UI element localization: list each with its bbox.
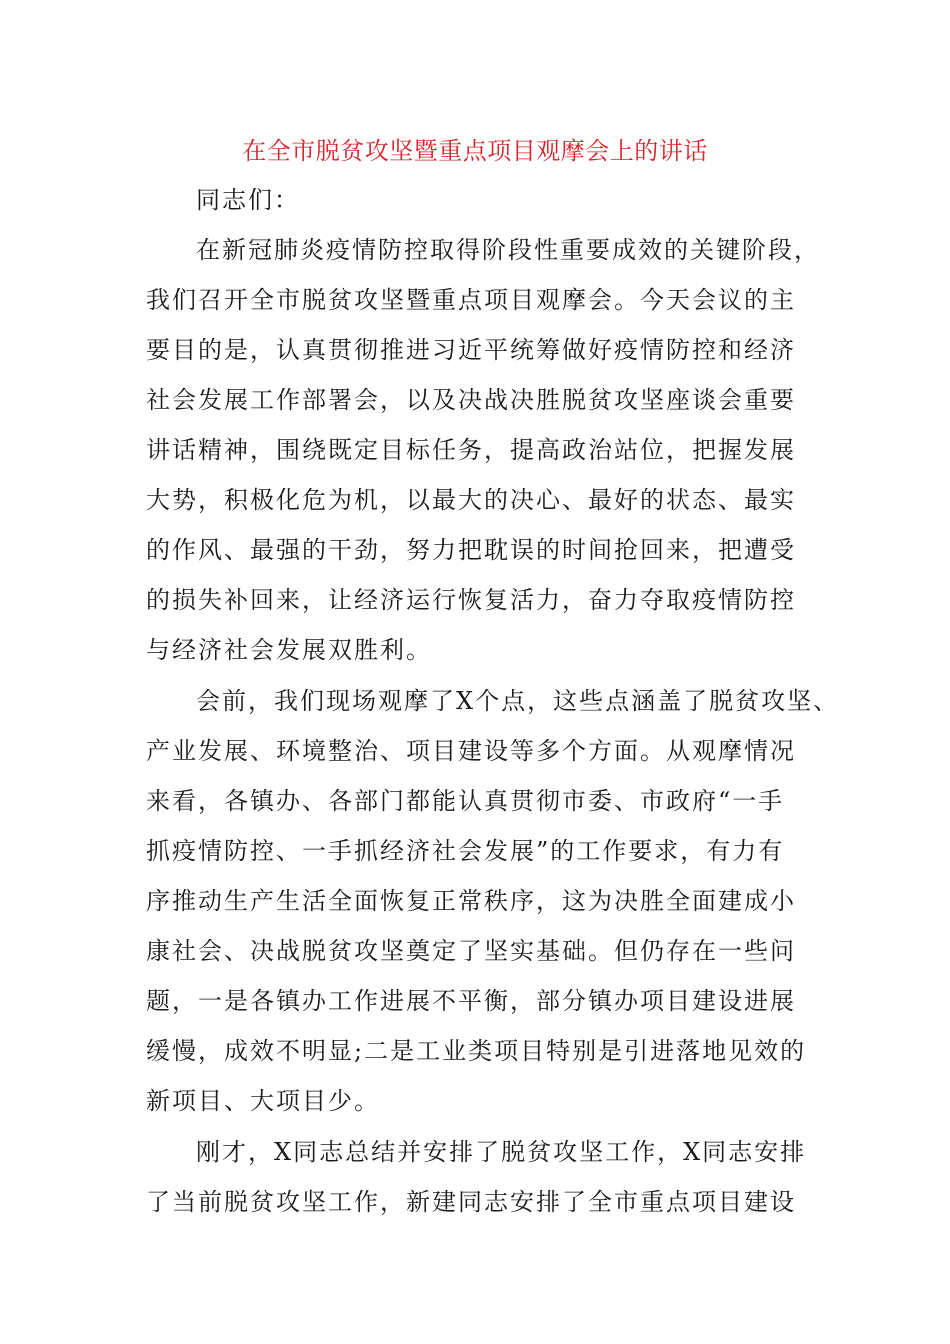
paragraph-line: 新项目、大项目少。 bbox=[146, 1087, 380, 1115]
paragraph-line: 了当前脱贫攻坚工作，新建同志安排了全市重点项目建设 bbox=[146, 1188, 796, 1216]
paragraph-line: 要目的是，认真贯彻推进习近平统筹做好疫情防控和经济 bbox=[146, 336, 796, 364]
paragraph-line: 刚才，X同志总结并安排了脱贫攻坚工作，X同志安排 bbox=[196, 1138, 807, 1166]
paragraph-line: 抓疫情防控、一手抓经济社会发展”的工作要求，有力有 bbox=[146, 837, 785, 865]
paragraph-line: 题，一是各镇办工作进展不平衡，部分镇办项目建设进展 bbox=[146, 987, 796, 1015]
paragraph-line: 康社会、决战脱贫攻坚奠定了坚实基础。但仍存在一些问 bbox=[146, 937, 796, 965]
greeting: 同志们： bbox=[196, 186, 300, 214]
paragraph-line: 产业发展、环境整治、项目建设等多个方面。从观摩情况 bbox=[146, 737, 796, 765]
paragraph-line: 我们召开全市脱贫攻坚暨重点项目观摩会。今天会议的主 bbox=[146, 286, 796, 314]
document-title: 在全市脱贫攻坚暨重点项目观摩会上的讲话 bbox=[242, 137, 708, 165]
paragraph-line: 讲话精神，围绕既定目标任务，提高政治站位，把握发展 bbox=[146, 436, 796, 464]
paragraph-line: 社会发展工作部署会，以及决战决胜脱贫攻坚座谈会重要 bbox=[146, 386, 796, 414]
paragraph-line: 在新冠肺炎疫情防控取得阶段性重要成效的关键阶段， bbox=[196, 236, 820, 264]
paragraph-line: 来看，各镇办、各部门都能认真贯彻市委、市政府“一手 bbox=[146, 787, 785, 815]
paragraph-line: 缓慢，成效不明显;二是工业类项目特别是引进落地见效的 bbox=[146, 1037, 807, 1065]
paragraph-line: 的作风、最强的干劲，努力把耽误的时间抢回来，把遭受 bbox=[146, 536, 796, 564]
paragraph-line: 序推动生产生活全面恢复正常秩序，这为决胜全面建成小 bbox=[146, 887, 796, 915]
paragraph-line: 的损失补回来，让经济运行恢复活力，奋力夺取疫情防控 bbox=[146, 586, 796, 614]
paragraph-line: 与经济社会发展双胜利。 bbox=[146, 636, 432, 664]
paragraph-line: 大势，积极化危为机，以最大的决心、最好的状态、最实 bbox=[146, 486, 796, 514]
paragraph-line: 会前，我们现场观摩了X个点，这些点涵盖了脱贫攻坚、 bbox=[196, 687, 840, 715]
